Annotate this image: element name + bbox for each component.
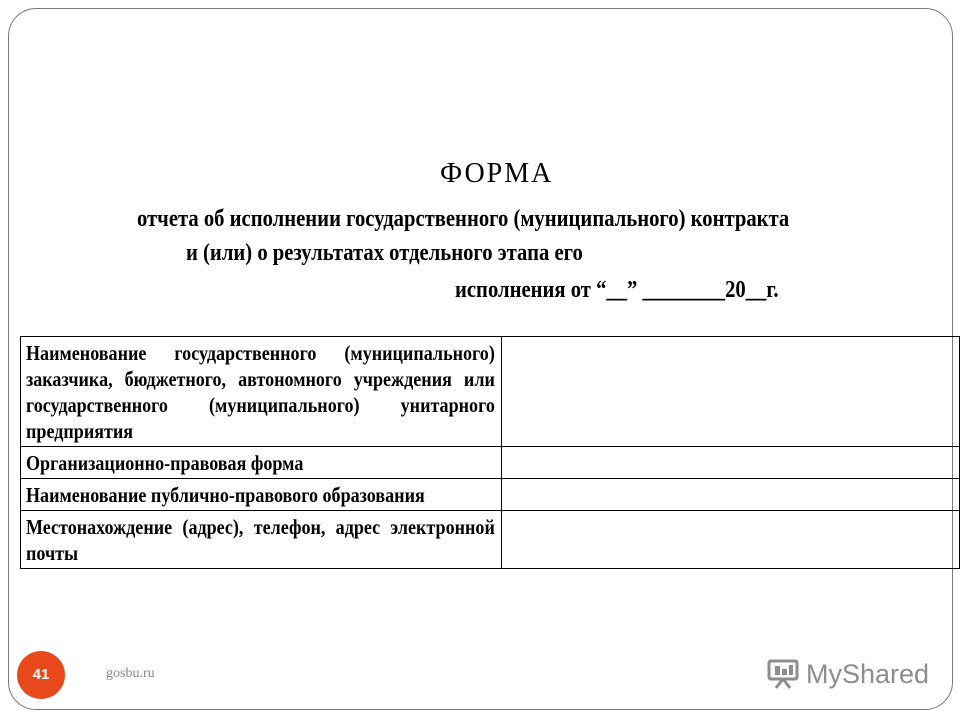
row-label-cell [21, 337, 502, 447]
customer-name-value[interactable] [502, 337, 960, 447]
legal-form-label: Организационно-правовая форма [26, 451, 304, 475]
watermark-text: MyShared [806, 658, 930, 689]
customer-name-label: Наименование государственного (муниципального) заказчика, бюджетного, автономного учреждения или государственного (муниципального) унитарного предприятия [26, 341, 495, 443]
presentation-board-icon [766, 658, 800, 690]
row-label-cell [21, 479, 502, 511]
form-title: ФОРМА [440, 158, 554, 189]
table-row [21, 447, 960, 479]
public-entity-value[interactable] [502, 479, 960, 511]
row-label-cell [21, 511, 502, 569]
page-number-badge: 41 [17, 651, 65, 699]
table-row [21, 511, 960, 569]
address-contacts-label: Местонахождение (адрес), телефон, адрес электронной почты [26, 515, 495, 565]
legal-form-value[interactable] [502, 447, 960, 479]
row-label-cell [21, 447, 502, 479]
subtitle-line-1: отчета об исполнении государственного (муниципального) контракта [137, 206, 790, 232]
report-form-table [20, 336, 960, 569]
subtitle-line-3: исполнения от “__” ________20__г. [455, 277, 779, 303]
myshared-logo [766, 656, 929, 692]
table-row [21, 479, 960, 511]
address-contacts-value[interactable] [502, 511, 960, 569]
public-entity-label: Наименование публично-правового образования [26, 483, 425, 507]
site-label: gosbu.ru [106, 666, 155, 681]
table-row [21, 337, 960, 447]
subtitle-line-2: и (или) о результатах отдельного этапа его [186, 240, 583, 266]
